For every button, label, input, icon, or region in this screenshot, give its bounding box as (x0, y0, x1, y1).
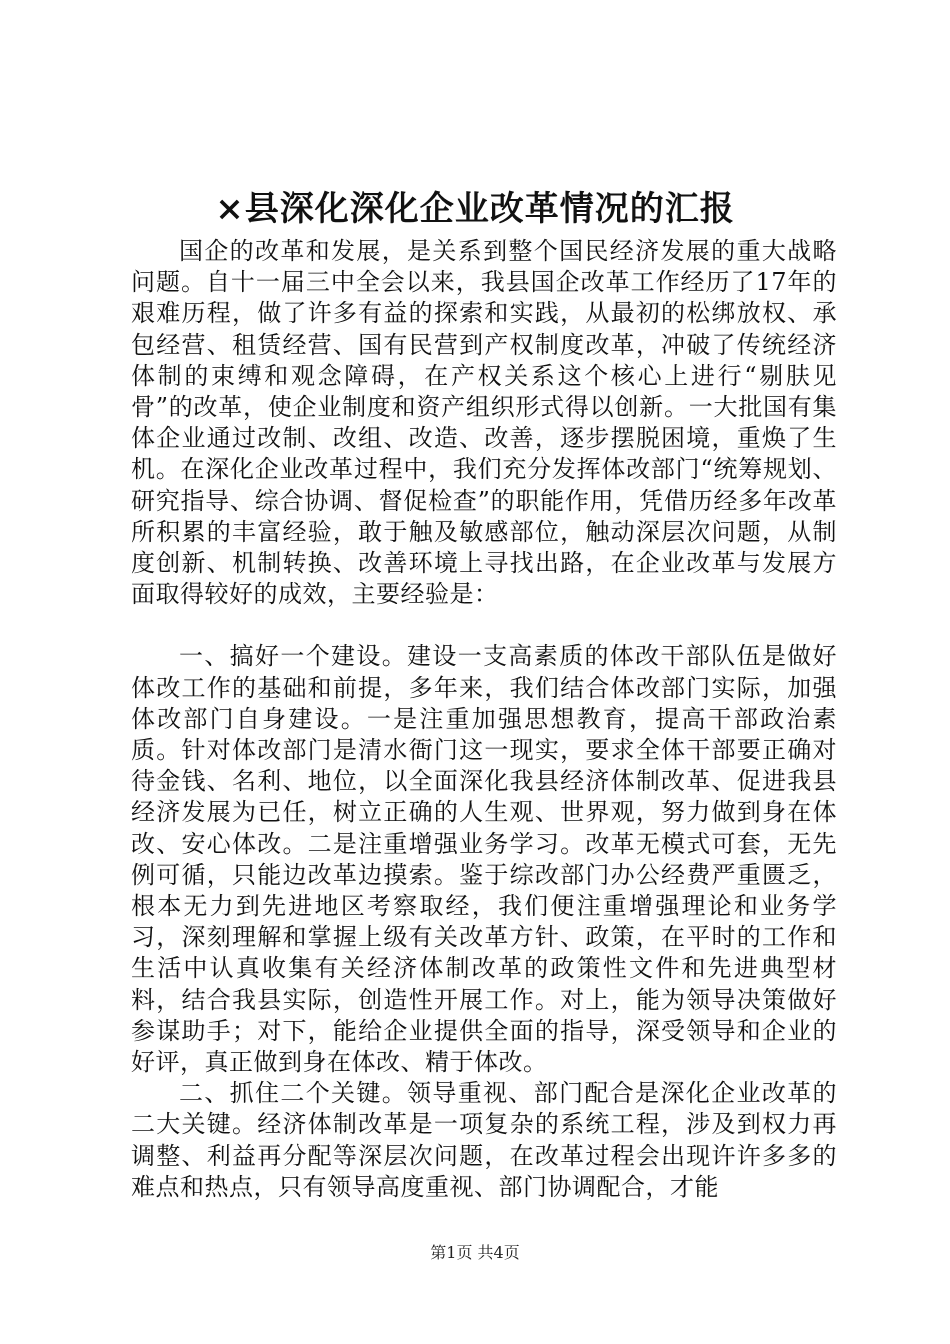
page-footer: 第1页 共4页 (430, 1243, 520, 1262)
paragraph-intro: 国企的改革和发展，是关系到整个国民经济发展的重大战略问题。自十一届三中全会以来，我县国企改革工作经历了17年的艰难历程，做了许多有益的探索和实践，从最初的松绑放权、承包经营、租赁经营、国有民营到产权制度改革，冲破了传统经济体制的束缚和观念障碍，在产权关系这个核心上进行“剔肤见骨”的改革，使企业制度和资产组织形式得以创新。一大批国有集体企业通过改制、改组、改造、改善，逐步摆脱困境，重焕了生机。在深化企业改革过程中，我们充分发挥体改部门“统筹规划、研究指导、综合协调、督促检查”的职能作用，凭借历经多年改革所积累的丰富经验，敢于触及敏感部位，触动深层次问题，从制度创新、机制转换、改善环境上寻找出路，在企业改革与发展方面取得较好的成效，主要经验是： (131, 237, 837, 609)
document-title: ×县深化深化企业改革情况的汇报 (215, 189, 735, 229)
paragraph-section-2: 二、抓住二个关键。领导重视、部门配合是深化企业改革的二大关键。经济体制改革是一项复杂的系统工程，涉及到权力再调整、利益再分配等深层次问题，在改革过程会出现许许多多的难点和热点，只有领导高度重视、部门协调配合，才能 (131, 1079, 837, 1201)
paragraph-section-1: 一、搞好一个建设。建设一支高素质的体改干部队伍是做好体改工作的基础和前提，多年来，我们结合体改部门实际，加强体改部门自身建设。一是注重加强思想教育，提高干部政治素质。针对体改部门是清水衙门这一现实，要求全体干部要正确对待金钱、名利、地位，以全面深化我县经济体制改革、促进我县经济发展为已任，树立正确的人生观、世界观，努力做到身在体改、安心体改。二是注重增强业务学习。改革无模式可套，无先例可循，只能边改革边摸索。鉴于综改部门办公经费严重匮乏，根本无力到先进地区考察取经，我们便注重增强理论和业务学习，深刻理解和掌握上级有关改革方针、政策，在平时的工作和生活中认真收集有关经济体制改革的政策性文件和先进典型材料，结合我县实际，创造性开展工作。对上，能为领导决策做好参谋助手；对下，能给企业提供全面的指导，深受领导和企业的好评，真正做到身在体改、精于体改。 (131, 642, 837, 1077)
document-body (131, 236, 837, 1203)
